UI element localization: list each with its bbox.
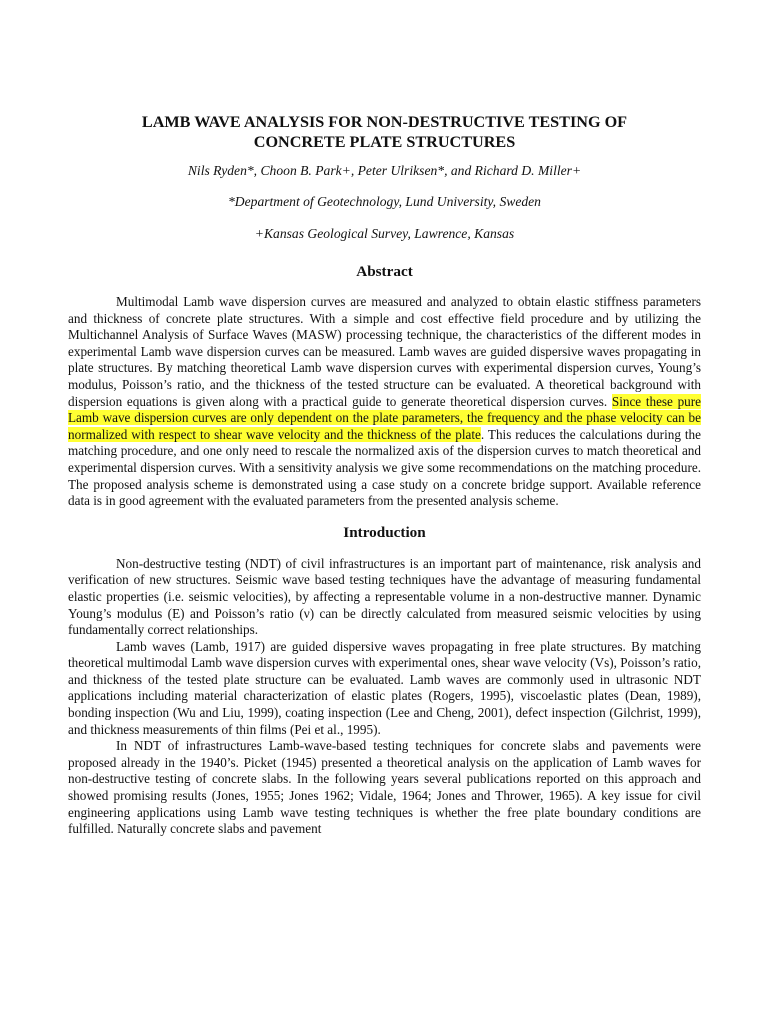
title-line-2: CONCRETE PLATE STRUCTURES bbox=[253, 133, 516, 151]
introduction-paragraph-1: Non-destructive testing (NDT) of civil infrastructures is an important part of maintenance, risk analysis and verification of new structures. Seismic wave based testing techniques have the advantage of measuring fundamental elastic properties (i.e. seismic velocities), by affecting a representable volume in a non-destructive manner. Dynamic Young’s modulus (E) and Poisson’s ratio (ν) can be directly calculated from measured seismic velocities by using fundamentally correct relationships. bbox=[68, 555, 701, 638]
author-list: Nils Ryden*, Choon B. Park+, Peter Ulriksen*, and Richard D. Miller+ bbox=[187, 163, 582, 178]
abstract-text-after: . This reduces the calculations during the matching procedure, and one only need to rescale the normalized axis of the dispersion curves to match theoretical and experimental dispersion curves. With a sensitivity analysis we give some recommendations on the matching procedure. The proposed analysis scheme is demonstrated using a case study on a concrete bridge support. Available reference data is in good agreement with the evaluated parameters from the presented analysis scheme. bbox=[68, 426, 701, 509]
abstract-highlighted-text: Since these pure Lamb wave dispersion curves are only dependent on the plate parameters, the frequency and the phase velocity can be normalized with respect to shear wave velocity and the thickness of the plate bbox=[68, 393, 702, 442]
abstract-text-before: Multimodal Lamb wave dispersion curves are measured and analyzed to obtain elastic stiffness parameters and thickness of concrete plate structures. With a simple and cost effective field procedure and by utilizing the Multichannel Analysis of Surface Waves (MASW) processing technique, the characteristics of the different modes in experimental Lamb wave dispersion curves can be measured. Lamb waves are guided dispersive waves propagating in plate structures. By matching theoretical Lamb wave dispersion curves with experimental dispersion curves, Young’s modulus, Poisson’s ratio, and the thickness of the tested structure can be evaluated. A theoretical background with dispersion equations is given along with a practical guide to generate theoretical dispersion curves. bbox=[68, 294, 701, 409]
introduction-heading: Introduction bbox=[343, 523, 426, 541]
abstract-paragraph bbox=[68, 294, 701, 510]
title-line-1: LAMB WAVE ANALYSIS FOR NON-DESTRUCTIVE TESTING OF bbox=[141, 113, 628, 131]
paper-title bbox=[68, 112, 701, 152]
abstract-heading: Abstract bbox=[356, 263, 413, 280]
paper-page bbox=[68, 112, 701, 838]
introduction-paragraph-3: In NDT of infrastructures Lamb-wave-based testing techniques for concrete slabs and pavements were proposed already in the 1940’s. Picket (1945) presented a theoretical analysis on the application of Lamb waves for non-destructive testing of concrete slabs. In the following years several publications reported on this approach and showed promising results (Jones, 1955; Jones 1962; Vidale, 1964; Jones and Thrower, 1965). A key issue for civil engineering applications using Lamb wave testing techniques is whether the free plate boundary conditions are fulfilled. Naturally concrete slabs and pavement bbox=[68, 738, 701, 837]
affiliation-kansas: +Kansas Geological Survey, Lawrence, Kansas bbox=[254, 226, 515, 241]
affiliation-lund: *Department of Geotechnology, Lund University, Sweden bbox=[228, 194, 541, 209]
introduction-paragraph-2: Lamb waves (Lamb, 1917) are guided dispersive waves propagating in free plate structures. By matching theoretical multimodal Lamb wave dispersion curves with experimental ones, shear wave velocity (Vs), Poisson’s ratio, and thickness of the tested plate structure can be evaluated. Lamb waves are commonly used in ultrasonic NDT applications including material characterization of elastic plates (Rogers, 1995), viscoelastic plates (Dean, 1989), bonding inspection (Wu and Liu, 1999), coating inspection (Lee and Cheng, 2001), defect inspection (Gilchrist, 1999), and thickness measurements of thin films (Pei et al., 1995). bbox=[68, 638, 701, 737]
